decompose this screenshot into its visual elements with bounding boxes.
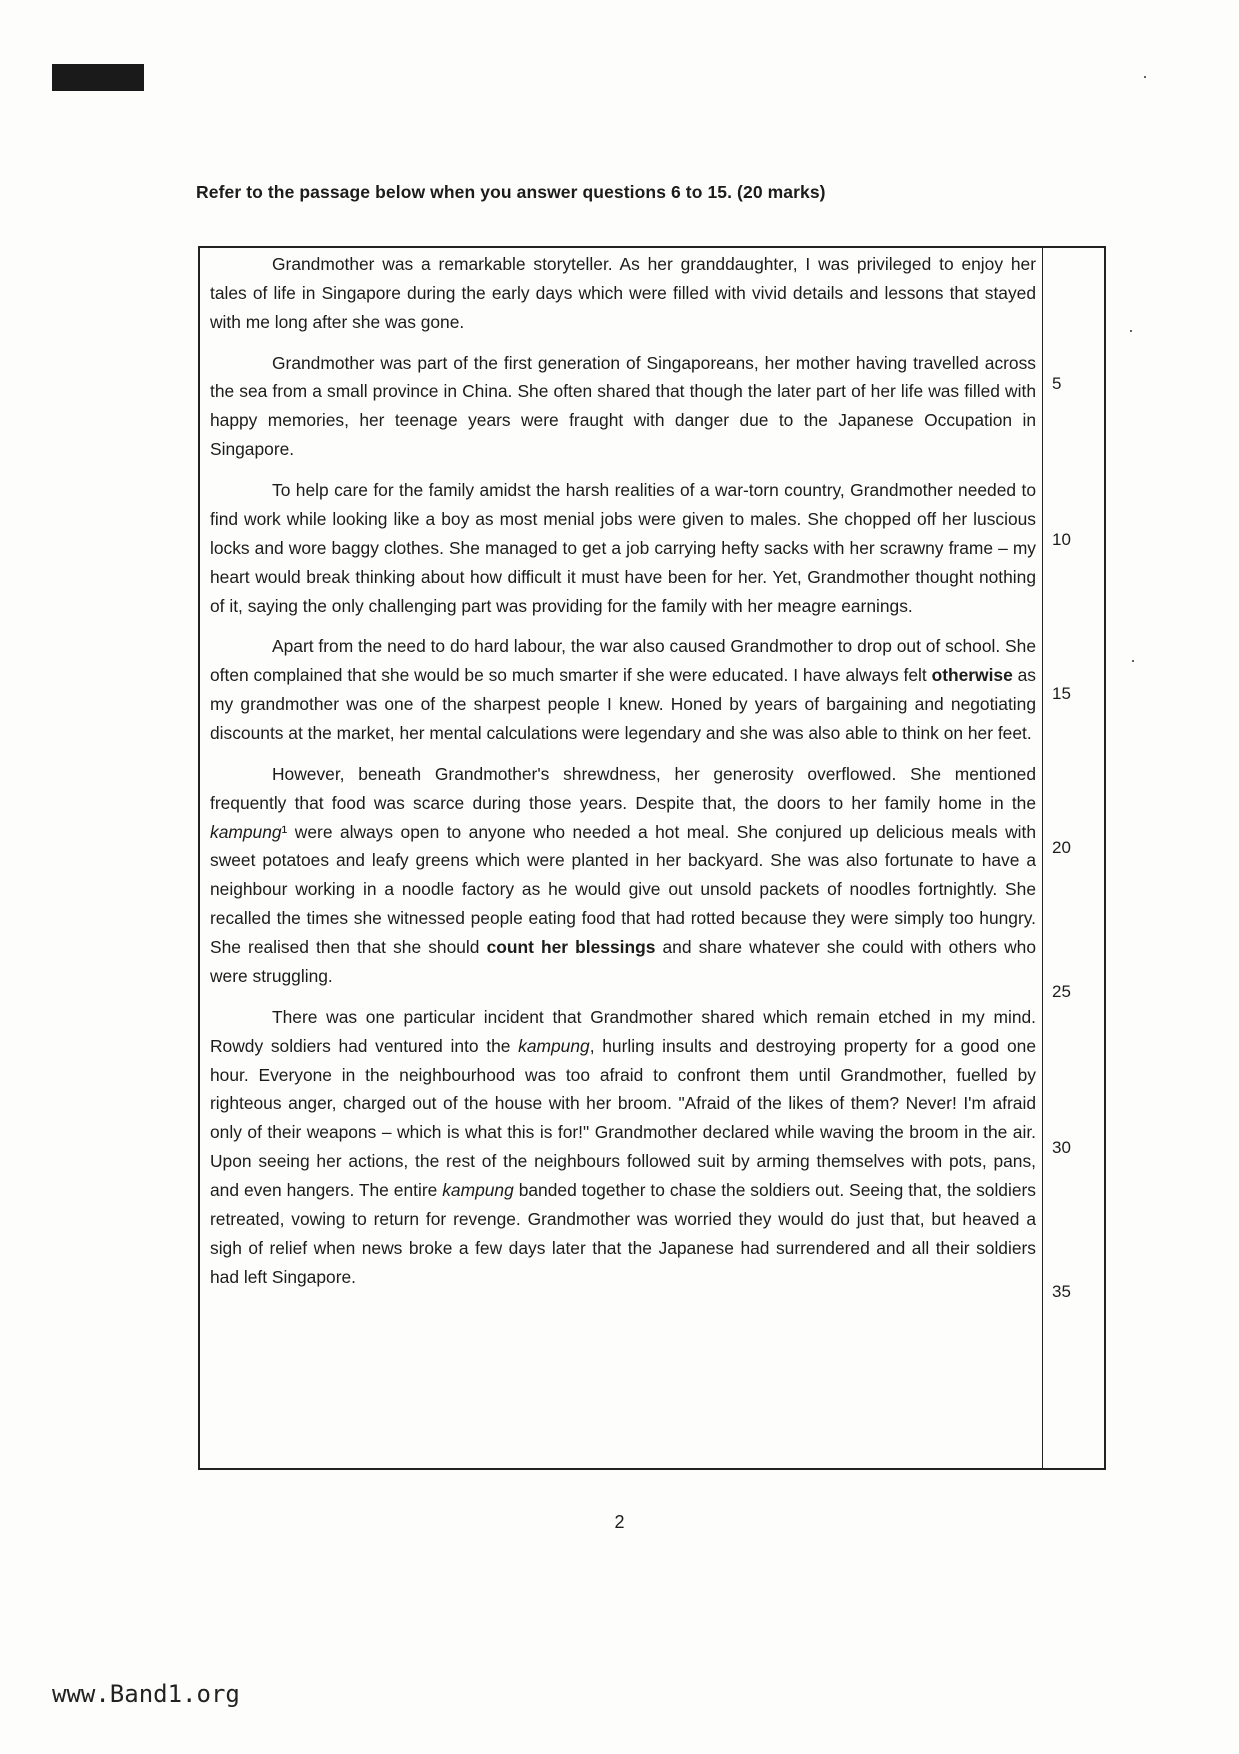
- line-number: 20: [1052, 838, 1071, 857]
- scan-corner-mark: [52, 64, 144, 91]
- paragraph-text: However, beneath Grandmother's shrewdness, her generosity overflowed. She mentioned frequently that food was scarce during those years. Despite that, the doors to her family home in the: [210, 763, 1036, 813]
- bold-phrase: otherwise: [931, 665, 1013, 686]
- paragraph-text: Grandmother was part of the first generation of Singaporeans, her mother having travelled across the sea from a small province in China. She often shared that though the later part of her life was filled with happy memories, her teenage years were fraught with danger due to the Japanese Occupation in Singapore.: [210, 352, 1036, 460]
- passage-paragraph: [210, 1003, 1036, 1292]
- page-number: 2: [614, 1512, 625, 1532]
- paragraph-text: as my grandmother was one of the sharpest people I knew. Honed by years of bargaining and negotiating discounts at the market, her mental calculations were legendary and she was also able to think on her feet.: [210, 665, 1036, 743]
- paragraph-text: , hurling insults and destroying property for a good one hour. Everyone in the neighbourhood was too afraid to confront them until Grandmother, fuelled by righteous anger, charged out of the house with her broom. "Afraid of the likes of them? Never! I'm afraid only of their weapons – which is what this is for!" Grandmother declared while waving the broom in the air. Upon seeing her actions, the rest of the neighbours followed suit by arming themselves with pots, pans, and even hangers. The entire: [210, 1035, 1036, 1201]
- paragraph-text: Apart from the need to do hard labour, the war also caused Grandmother to drop out of school. She often complained that she would be so much smarter if she were educated. I have always felt: [210, 636, 1036, 686]
- scan-speck: [1132, 660, 1134, 662]
- instruction-part1: Refer to the passage: [196, 182, 376, 202]
- scan-speck: [1144, 76, 1146, 78]
- paragraph-text: banded together to chase the soldiers out. Seeing that, the soldiers retreated, vowing to return for revenge. Grandmother was worried they would do just that, but heaved a sigh of relief when news broke a few days later that the Japanese had surrendered and all their soldiers had left Singapore.: [210, 1180, 1036, 1287]
- passage-text: [210, 250, 1036, 1304]
- passage-paragraph: [210, 476, 1036, 621]
- paragraph-text: To help care for the family amidst the harsh realities of a war-torn country, Grandmother needed to find work while looking like a boy as most menial jobs were given to males. She chopped off her luscious locks and wore baggy clothes. She managed to get a job carrying hefty sacks with her scrawny frame – my heart would break thinking about how difficult it must have been for her. Yet, Grandmother thought nothing of it, saying the only challenging part was providing for the family with her meagre earnings.: [210, 479, 1036, 616]
- line-number: 30: [1052, 1138, 1071, 1157]
- footer-url: www.Band1.org: [52, 1680, 240, 1708]
- passage-paragraph: [210, 250, 1036, 337]
- scan-speck: [1130, 330, 1132, 332]
- italic-term: kampung: [518, 1035, 590, 1056]
- line-number: 10: [1052, 530, 1071, 549]
- passage-paragraph: [210, 632, 1036, 748]
- paragraph-text: ¹ were always open to anyone who needed a hot meal. She conjured up delicious meals with sweet potatoes and leafy greens which were planted in her backyard. She was also fortunate to have a neighbour working in a noodle factory as he would give out unsold packets of noodles fortnightly. She recalled the times she witnessed people eating food that had rotted because they were simply too hungry. She realised then that she should: [210, 821, 1036, 958]
- bold-phrase: count her blessings: [486, 937, 656, 958]
- paragraph-text: Grandmother was a remarkable storyteller. As her granddaughter, I was privileged to enjoy her tales of life in Singapore during the early days which were filled with vivid details and lessons that stayed with me long after she was gone.: [210, 254, 1036, 332]
- line-number: 35: [1052, 1282, 1071, 1301]
- italic-term: kampung: [210, 821, 282, 842]
- italic-term: kampung: [442, 1180, 514, 1201]
- line-number: 5: [1052, 374, 1062, 393]
- paragraph-text: There was one particular incident that Grandmother shared which remain etched in my mind. Rowdy soldiers had ventured into the: [210, 1006, 1036, 1056]
- instruction-heading: [196, 182, 1046, 203]
- line-number-divider: [1042, 248, 1043, 1468]
- passage-box: [198, 246, 1106, 1470]
- passage-paragraph: [210, 349, 1036, 465]
- paragraph-text: and share whatever she could with others who were struggling.: [210, 937, 1036, 987]
- passage-paragraph: [210, 760, 1036, 991]
- instruction-part2: below when you answer questions 6 to 15. (20 marks): [375, 182, 826, 202]
- line-number: 15: [1052, 684, 1071, 703]
- line-number: 25: [1052, 982, 1071, 1001]
